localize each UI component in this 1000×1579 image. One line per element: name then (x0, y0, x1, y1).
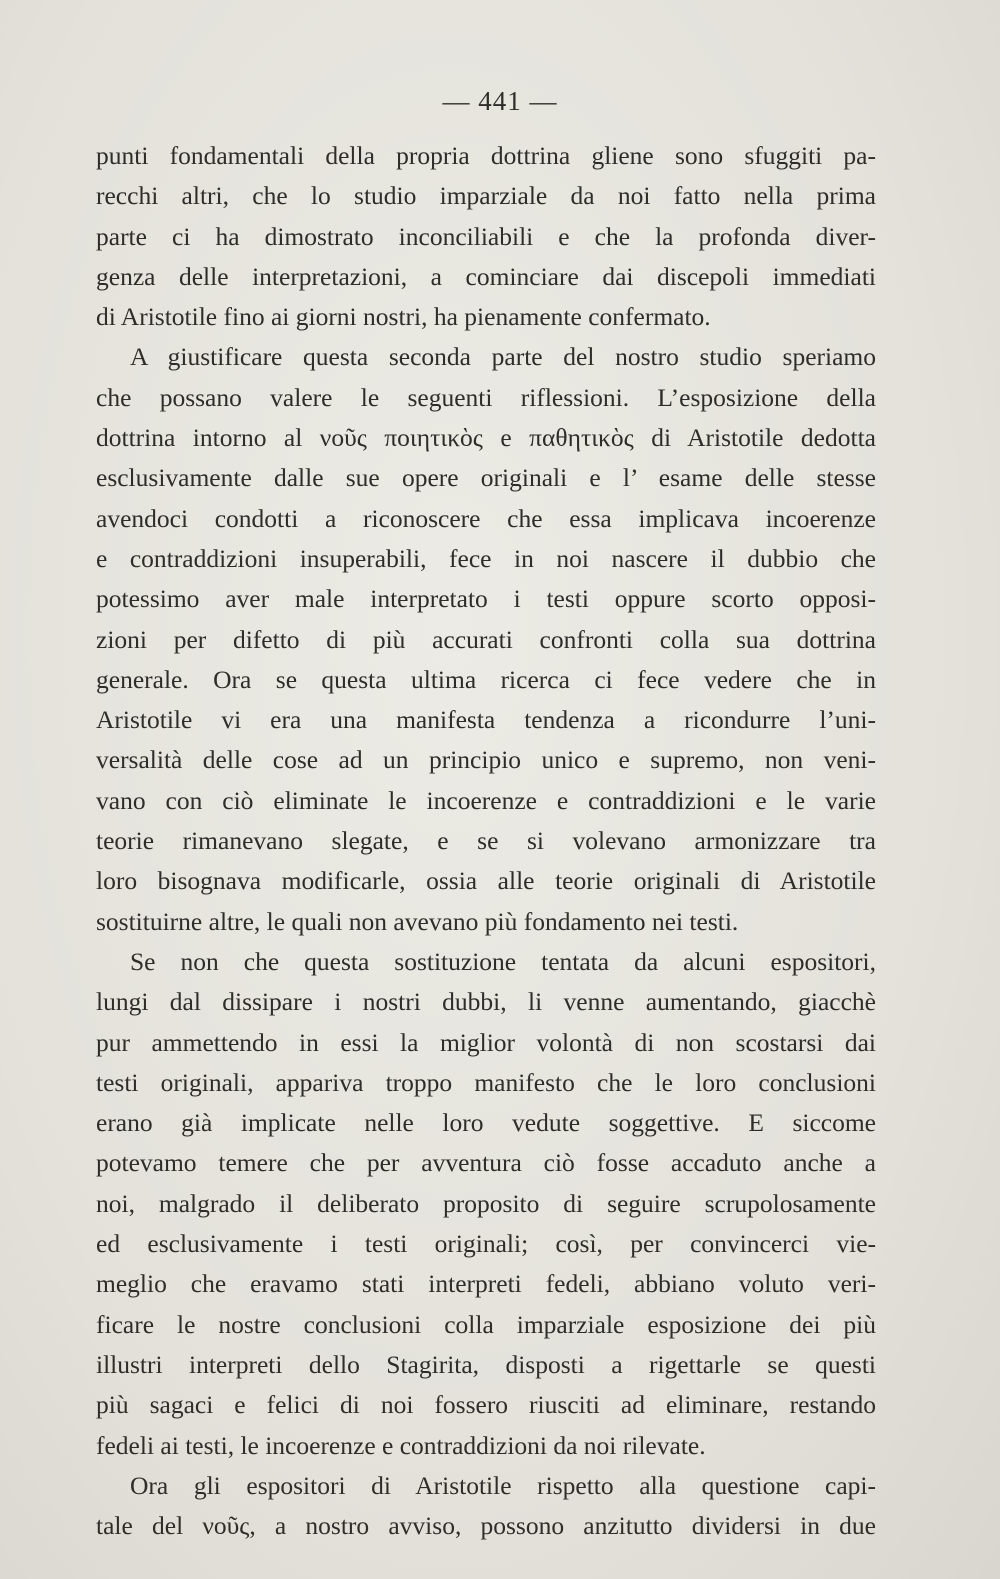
text-line: lungi dal dissipare i nostri dubbi, li venne aumentando, giacchè (96, 987, 876, 1017)
text-line: potevamo temere che per avventura ciò fosse accaduto anche a (96, 1148, 876, 1178)
text-line: testi originali, appariva troppo manifesto che le loro conclusioni (96, 1067, 876, 1097)
text-line: versalità delle cose ad un principio unico e supremo, non veni- (96, 745, 876, 775)
text-line: Ora gli espositori di Aristotile rispetto alla questione capi- (130, 1470, 876, 1500)
text-line: ficare le nostre conclusioni colla imparziale esposizione dei più (96, 1309, 876, 1339)
text-line: di Aristotile fino ai giorni nostri, ha pienamente confermato. (96, 302, 711, 332)
text-line: dottrina intorno al νοῦς ποιητικὸς e παθητικὸς di Aristotile dedotta (96, 423, 876, 453)
text-line: tale del νοῦς, a nostro avviso, possono anzitutto dividersi in due (96, 1511, 876, 1541)
text-line: sostituirne altre, le quali non avevano più fondamento nei testi. (96, 906, 739, 936)
text-line: recchi altri, che lo studio imparziale da noi fatto nella prima (96, 181, 876, 211)
page-number: — 441 — (442, 86, 558, 116)
text-line: generale. Ora se questa ultima ricerca ci fece vedere che in (96, 664, 876, 694)
text-line: meglio che eravamo stati interpreti fedeli, abbiano voluto veri- (96, 1269, 876, 1299)
text-line: illustri interpreti dello Stagirita, disposti a rigettarle se questi (96, 1349, 876, 1379)
text-line: genza delle interpretazioni, a cominciare dai discepoli immediati (96, 261, 876, 291)
text-line: punti fondamentali della propria dottrina gliene sono sfuggiti pa- (96, 141, 876, 170)
text-line: Aristotile vi era una manifesta tendenza a ricondurre l’uni- (96, 705, 876, 735)
text-line: esclusivamente dalle sue opere originali e l’ esame delle stesse (96, 463, 876, 493)
text-line: e contraddizioni insuperabili, fece in noi nascere il dubbio che (96, 543, 876, 573)
text-line: fedeli ai testi, le incoerenze e contraddizioni da noi rilevate. (96, 1430, 706, 1460)
text-line: noi, malgrado il deliberato proposito di seguire scrupolosamente (96, 1188, 876, 1218)
text-line: Se non che questa sostituzione tentata da alcuni espositori, (130, 946, 876, 976)
text-line: teorie rimanevano slegate, e se si volevano armonizzare tra (96, 826, 876, 856)
text-line: pur ammettendo in essi la miglior volontà di non scostarsi dai (96, 1027, 876, 1057)
text-line: potessimo aver male interpretato i testi oppure scorto opposi- (96, 584, 876, 614)
text-line: più sagaci e felici di noi fossero riusciti ad eliminare, restando (96, 1390, 876, 1420)
text-line: parte ci ha dimostrato inconciliabili e che la profonda diver- (96, 221, 876, 251)
text-line: avendoci condotti a riconoscere che essa implicava incoerenze (96, 503, 876, 533)
text-line: erano già implicate nelle loro vedute soggettive. E siccome (96, 1108, 876, 1138)
text-line: vano con ciò eliminate le incoerenze e contraddizioni e le varie (96, 785, 876, 815)
body-text (96, 136, 876, 1546)
text-line: ed esclusivamente i testi originali; così, per convincerci vie- (96, 1229, 876, 1259)
text-line: loro bisognava modificarle, ossia alle teorie originali di Aristotile (96, 866, 876, 896)
text-line: che possano valere le seguenti riflessioni. L’esposizione della (96, 382, 876, 412)
text-line: zioni per difetto di più accurati confronti colla sua dottrina (96, 624, 876, 654)
text-line: A giustificare questa seconda parte del nostro studio speriamo (130, 342, 876, 372)
